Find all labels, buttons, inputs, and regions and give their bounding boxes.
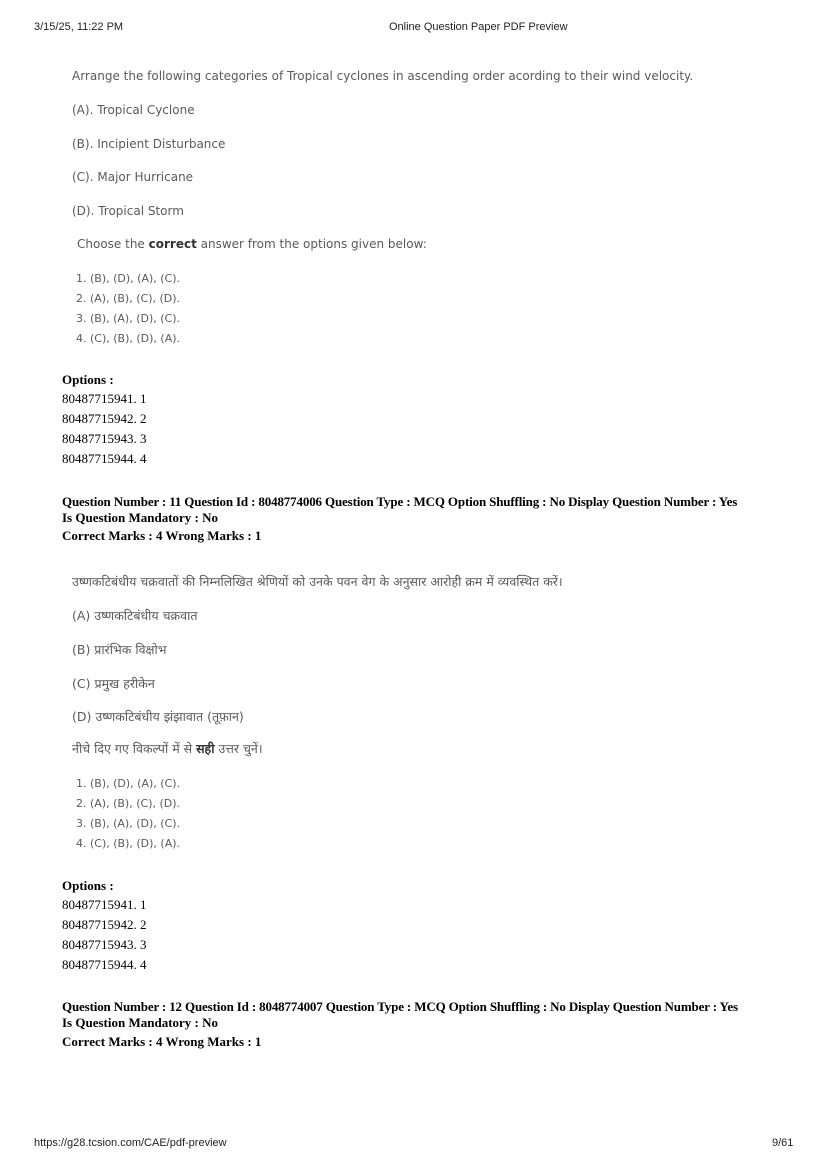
print-title: Online Question Paper PDF Preview xyxy=(389,21,568,33)
question-marks: Correct Marks : 4 Wrong Marks : 1 xyxy=(62,1034,262,1049)
statement-item: (D) उष्णकटिबंधीय झंझावात (तूफ़ान) xyxy=(72,709,244,724)
options-label: Options : xyxy=(62,372,114,387)
choose-emphasis: correct xyxy=(148,237,197,251)
answer-choice: 4. (C), (B), (D), (A). xyxy=(76,837,181,850)
print-datetime: 3/15/25, 11:22 PM xyxy=(34,21,124,33)
choose-text: Choose the xyxy=(77,237,149,251)
question-stem: उष्णकटिबंधीय चक्रवातों की निम्नलिखित श्रेणियों को उनके पवन वेग के अनुसार आरोही क्रम में व्यवस्थित करें। xyxy=(72,574,563,589)
page-url: https://g28.tcsion.com/CAE/pdf-preview xyxy=(34,1137,227,1149)
option-id: 80487715944. 4 xyxy=(62,451,147,466)
answer-choice: 2. (A), (B), (C), (D). xyxy=(76,292,181,305)
option-id: 80487715943. 3 xyxy=(62,431,147,446)
answer-choice: 3. (B), (A), (D), (C). xyxy=(76,312,181,325)
option-id: 80487715942. 2 xyxy=(62,917,147,932)
choose-instruction xyxy=(77,237,427,251)
statement-item: (D). Tropical Storm xyxy=(72,204,184,218)
choose-text: answer from the options given below: xyxy=(196,237,427,251)
statement-item: (B). Incipient Disturbance xyxy=(72,137,226,151)
statement-item: (A) उष्णकटिबंधीय चक्रवात xyxy=(72,608,198,623)
statement-item: (A). Tropical Cyclone xyxy=(72,103,195,117)
option-id: 80487715943. 3 xyxy=(62,937,147,952)
choose-emphasis: सही xyxy=(196,741,215,756)
choose-text: उत्तर चुनें। xyxy=(214,741,263,756)
statement-item: (B) प्रारंभिक विक्षोभ xyxy=(72,642,167,657)
answer-choice: 1. (B), (D), (A), (C). xyxy=(76,777,181,790)
answer-choice: 1. (B), (D), (A), (C). xyxy=(76,272,181,285)
option-id: 80487715941. 1 xyxy=(62,897,147,912)
answer-choice: 2. (A), (B), (C), (D). xyxy=(76,797,181,810)
choose-text: नीचे दिए गए विकल्पों में से xyxy=(72,741,197,756)
choose-instruction xyxy=(72,740,263,757)
answer-choice: 3. (B), (A), (D), (C). xyxy=(76,817,181,830)
statement-item: (C). Major Hurricane xyxy=(72,170,194,184)
question-mandatory: Is Question Mandatory : No xyxy=(62,1015,219,1030)
statement-item: (C) प्रमुख हरीकेन xyxy=(72,676,155,691)
question-marks: Correct Marks : 4 Wrong Marks : 1 xyxy=(62,528,262,543)
options-label: Options : xyxy=(62,878,114,893)
question-meta: Question Number : 11 Question Id : 8048774006 Question Type : MCQ Option Shuffling : No Display Question Number : Yes xyxy=(62,494,738,509)
page-number: 9/61 xyxy=(772,1137,794,1149)
option-id: 80487715944. 4 xyxy=(62,957,147,972)
answer-choice: 4. (C), (B), (D), (A). xyxy=(76,332,181,345)
option-id: 80487715941. 1 xyxy=(62,391,147,406)
question-stem: Arrange the following categories of Tropical cyclones in ascending order acording to their wind velocity. xyxy=(72,69,694,83)
option-id: 80487715942. 2 xyxy=(62,411,147,426)
question-mandatory: Is Question Mandatory : No xyxy=(62,510,219,525)
question-meta: Question Number : 12 Question Id : 8048774007 Question Type : MCQ Option Shuffling : No Display Question Number : Yes xyxy=(62,999,738,1014)
